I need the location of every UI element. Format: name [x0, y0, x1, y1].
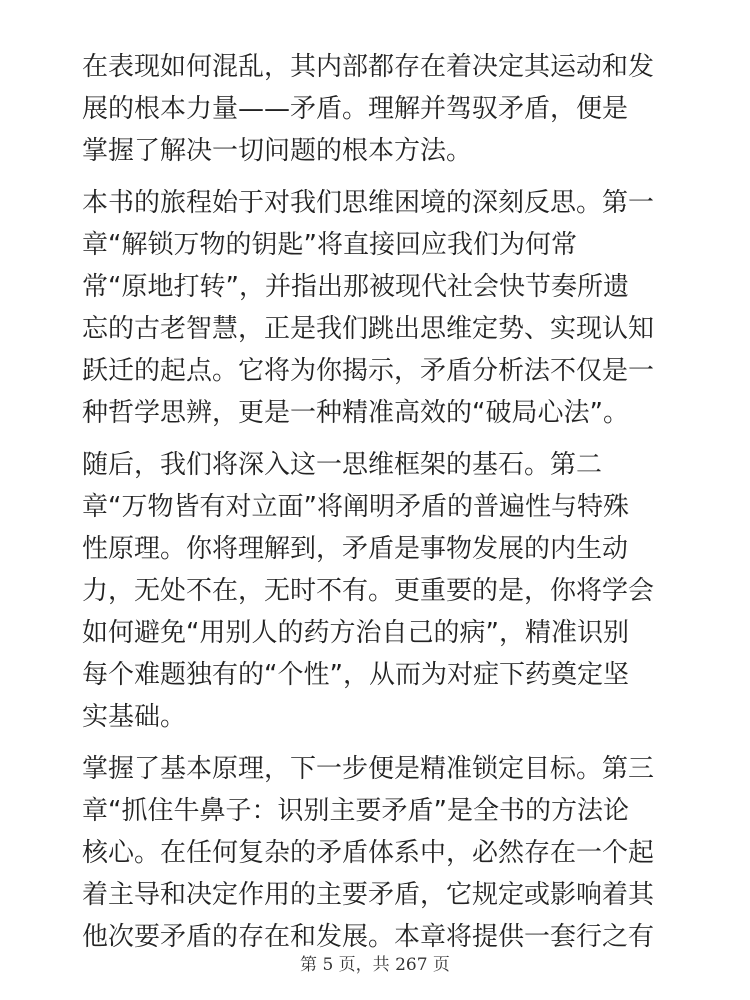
text-line: 忘的古老智慧，正是我们跳出思维定势、实现认知 — [82, 314, 655, 344]
text-line: 在表现如何混乱，其内部都存在着决定其运动和发 — [82, 52, 655, 82]
text-line: 随后，我们将深入这一思维框架的基石。第二 — [82, 450, 603, 480]
text-line: 跃迁的起点。它将为你揭示，矛盾分析法不仅是一 — [82, 356, 655, 386]
text-line: 着主导和决定作用的主要矛盾，它规定或影响着其 — [82, 880, 655, 910]
paragraph-1 — [82, 46, 682, 172]
body-text — [82, 46, 682, 968]
text-line: 实基础。 — [82, 702, 187, 732]
text-line: 每个难题独有的“个性”，从而为对症下药奠定坚 — [82, 660, 629, 690]
text-line: 章“抓住牛鼻子：识别主要矛盾”是全书的方法论 — [82, 796, 629, 826]
text-line: 力，无处不在，无时不有。更重要的是，你将学会 — [82, 576, 655, 606]
text-line: 核心。在任何复杂的矛盾体系中，必然存在一个起 — [82, 838, 655, 868]
text-line: 常“原地打转”，并指出那被现代社会快节奏所遗 — [82, 272, 629, 302]
text-line: 本书的旅程始于对我们思维困境的深刻反思。第一 — [82, 188, 655, 218]
text-line: 他次要矛盾的存在和发展。本章将提供一套行之有 — [82, 922, 655, 952]
paragraph-4 — [82, 748, 682, 958]
text-line: 性原理。你将理解到，矛盾是事物发展的内生动 — [82, 534, 629, 564]
text-line: 掌握了解决一切问题的根本方法。 — [82, 136, 473, 166]
text-line: 种哲学思辨，更是一种精准高效的“破局心法”。 — [82, 398, 629, 428]
text-line: 如何避免“用别人的药方治自己的病”，精准识别 — [82, 618, 629, 648]
text-line: 章“解锁万物的钥匙”将直接回应我们为何常 — [82, 230, 577, 260]
paragraph-3 — [82, 444, 682, 738]
page-number-footer: 第 5 页，共 267 页 — [300, 955, 450, 975]
paragraph-2 — [82, 182, 682, 434]
text-line: 掌握了基本原理，下一步便是精准锁定目标。第三 — [82, 754, 655, 784]
text-line: 章“万物皆有对立面”将阐明矛盾的普遍性与特殊 — [82, 492, 629, 522]
text-line: 展的根本力量——矛盾。理解并驾驭矛盾，便是 — [82, 94, 629, 124]
